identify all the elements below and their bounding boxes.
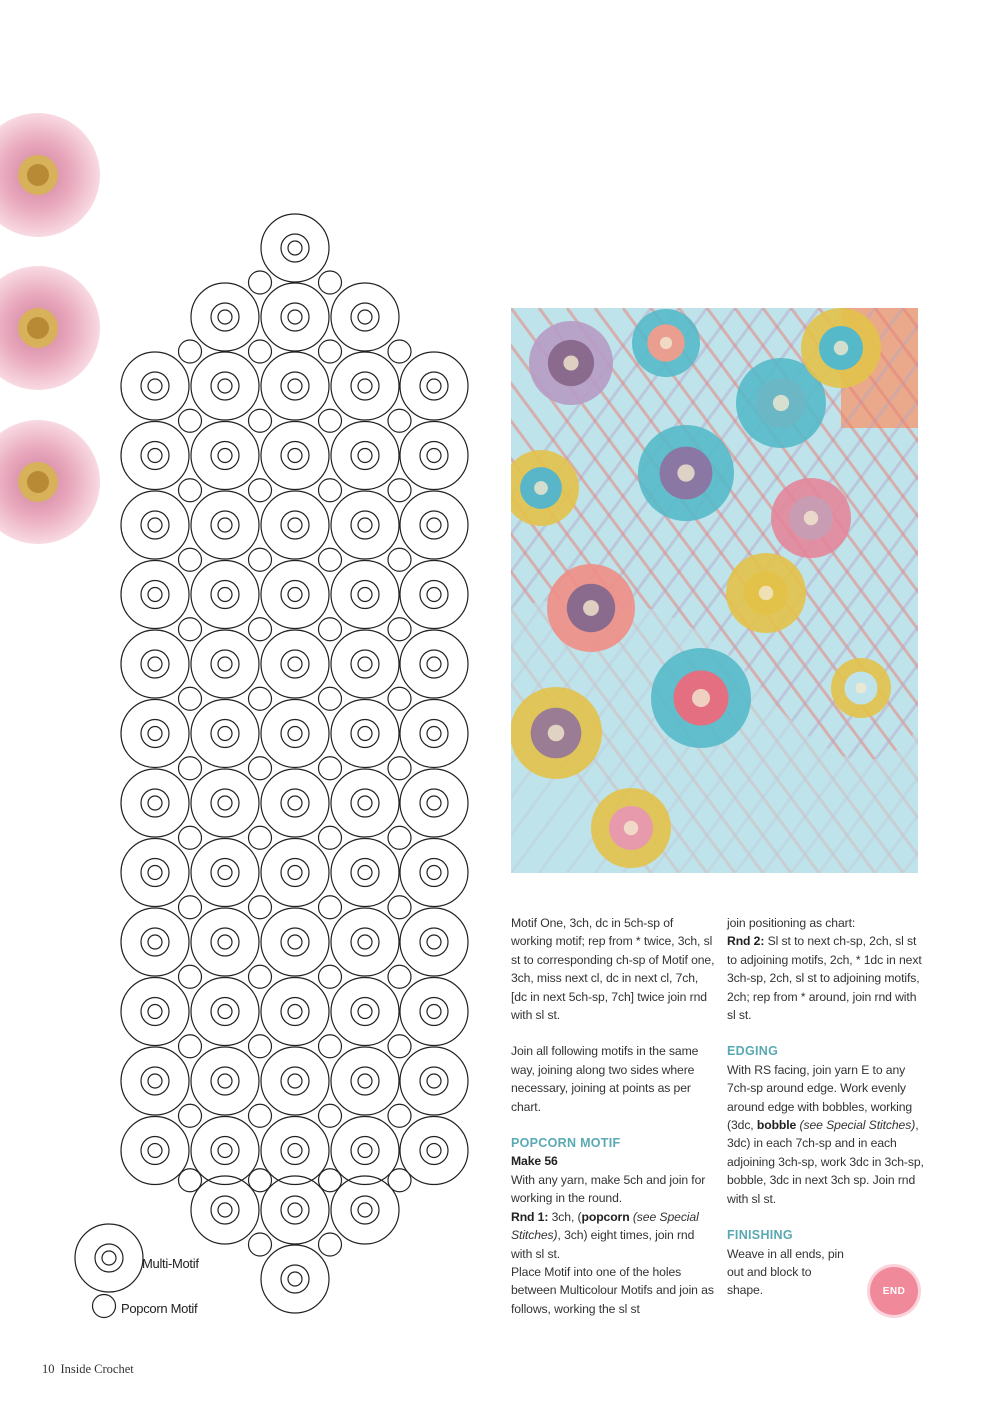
popcorn-motif xyxy=(319,271,342,294)
multi-motif xyxy=(331,283,399,351)
multi-motif xyxy=(331,422,399,490)
popcorn-motif xyxy=(319,618,342,641)
multi-motif xyxy=(331,978,399,1046)
multi-motif xyxy=(121,769,189,837)
popcorn-motif xyxy=(179,409,202,432)
multi-motif xyxy=(400,769,468,837)
multi-motif xyxy=(261,1047,329,1115)
multi-motif xyxy=(261,1245,329,1313)
multi-motif xyxy=(261,630,329,698)
photo-crochet-flower-middle xyxy=(660,337,672,349)
popcorn-motif xyxy=(319,479,342,502)
popcorn-motif xyxy=(249,896,272,919)
popcorn-motif xyxy=(179,1169,202,1192)
multi-motif xyxy=(261,978,329,1046)
photo-crochet-flower-middle xyxy=(692,689,710,707)
multi-motif xyxy=(400,630,468,698)
place-motif-paragraph: Place Motif into one of the holes between Multicolour Motifs and join as follows, working the sl st xyxy=(511,1264,714,1316)
multi-motif xyxy=(191,1117,259,1185)
popcorn-motif xyxy=(319,409,342,432)
legend-popcorn-motif-symbol xyxy=(93,1295,116,1318)
end-badge: END xyxy=(870,1267,918,1315)
magazine-title: Inside Crochet xyxy=(60,1362,134,1376)
popcorn-motif xyxy=(319,1035,342,1058)
multi-motif xyxy=(400,700,468,768)
multi-motif xyxy=(400,1117,468,1185)
popcorn-motif xyxy=(249,548,272,571)
join-following-paragraph: Join all following motifs in the same way, joining along two sides where necessary, joining at points as per chart. xyxy=(511,1044,699,1114)
multi-motif xyxy=(191,1047,259,1115)
photo-crochet-flower-middle xyxy=(583,600,599,616)
photo-crochet-flower-middle xyxy=(759,586,773,600)
multi-motif xyxy=(191,630,259,698)
popcorn-motif xyxy=(319,965,342,988)
multi-motif xyxy=(400,908,468,976)
photo-crochet-flower-middle xyxy=(548,725,565,742)
popcorn-motif xyxy=(249,1035,272,1058)
multi-motif xyxy=(191,1176,259,1244)
popcorn-motif xyxy=(249,826,272,849)
finishing-heading: FINISHING xyxy=(727,1228,793,1243)
popcorn-motif-heading: POPCORN MOTIF xyxy=(511,1136,621,1151)
popcorn-motif xyxy=(249,965,272,988)
popcorn-motif xyxy=(249,757,272,780)
multi-motif xyxy=(191,422,259,490)
multi-motif xyxy=(331,491,399,559)
edging-paragraph: With RS facing, join yarn E to any 7ch-sp around edge. Work evenly around edge with bobbles, working (3dc, bobble (see Special Stitches), 3dc) in each 7ch-sp and in each adjoining 3ch-sp, work 3dc in 3ch-sp, bobble, 3dc in next 3ch sp. Join rnd with sl st. xyxy=(727,1062,924,1206)
multi-motif xyxy=(331,700,399,768)
photo-crochet-flower-middle xyxy=(804,511,818,525)
popcorn-motif xyxy=(249,1104,272,1127)
multi-motif xyxy=(121,1047,189,1115)
popcorn-motif xyxy=(249,409,272,432)
make-count: Make 56 xyxy=(511,1154,558,1169)
popcorn-motif xyxy=(319,340,342,363)
legend-multi-motif-symbol xyxy=(75,1224,143,1292)
popcorn-motif xyxy=(319,1233,342,1256)
multi-motif xyxy=(400,491,468,559)
instructions-column-2 xyxy=(727,914,927,1300)
popcorn-motif xyxy=(388,757,411,780)
popcorn-motif xyxy=(249,687,272,710)
multi-motif xyxy=(331,769,399,837)
multi-motif xyxy=(331,630,399,698)
popcorn-motif xyxy=(319,687,342,710)
popcorn-motif xyxy=(388,409,411,432)
popcorn-motif xyxy=(179,1035,202,1058)
multi-motif xyxy=(261,422,329,490)
multi-motif xyxy=(261,700,329,768)
multi-motif xyxy=(121,1117,189,1185)
multi-motif xyxy=(331,1047,399,1115)
multi-motif xyxy=(261,491,329,559)
popcorn-motif xyxy=(179,618,202,641)
multi-motif xyxy=(121,422,189,490)
legend-popcorn-label: Popcorn Motif xyxy=(121,1301,198,1316)
multi-motif xyxy=(191,352,259,420)
multi-motif xyxy=(331,908,399,976)
popcorn-motif xyxy=(388,1104,411,1127)
multi-motif xyxy=(121,561,189,629)
popcorn-motif xyxy=(319,757,342,780)
popcorn-motif xyxy=(179,687,202,710)
multi-motif xyxy=(400,978,468,1046)
multi-motif xyxy=(191,839,259,907)
multi-motif xyxy=(261,769,329,837)
legend-multi-label: Multi-Motif xyxy=(142,1256,199,1271)
multi-motif xyxy=(191,978,259,1046)
multi-motif xyxy=(261,1176,329,1244)
popcorn-motif xyxy=(179,548,202,571)
popcorn-motif xyxy=(249,618,272,641)
multi-motif xyxy=(261,561,329,629)
multi-motif xyxy=(400,561,468,629)
multi-motif xyxy=(191,700,259,768)
photo-crochet-flower-middle xyxy=(563,355,578,370)
popcorn-motif xyxy=(388,1035,411,1058)
multi-motif xyxy=(191,561,259,629)
popcorn-motif xyxy=(249,1169,272,1192)
edging-heading: EDGING xyxy=(727,1044,779,1059)
popcorn-motif xyxy=(388,618,411,641)
multi-motif xyxy=(331,1117,399,1185)
popcorn-motif xyxy=(179,479,202,502)
motif-join-paragraph: Motif One, 3ch, dc in 5ch-sp of working motif; rep from * twice, 3ch, sl st to corresponding ch-sp of Motif one, 3ch, miss next cl, dc in next cl, 7ch, [dc in next 5ch-sp, 7ch] twice join rnd with sl st. xyxy=(511,916,715,1023)
popcorn-rnd-2: Rnd 2: Sl st to next ch-sp, 2ch, sl st to adjoining motifs, 2ch, * 1dc in next 3ch-sp, 2ch, sl st to adjoining motifs, 2ch; rep from * around, join rnd with sl st. xyxy=(727,934,922,1023)
multi-motif xyxy=(121,839,189,907)
popcorn-motif xyxy=(319,1169,342,1192)
multi-motif xyxy=(121,700,189,768)
popcorn-intro: With any yarn, make 5ch and join for working in the round. xyxy=(511,1172,706,1206)
multi-motif xyxy=(261,283,329,351)
popcorn-rnd-1: Rnd 1: 3ch, (popcorn (see Special Stitches), 3ch) eight times, join rnd with sl st. xyxy=(511,1209,699,1261)
popcorn-motif xyxy=(179,896,202,919)
multi-motif xyxy=(400,1047,468,1115)
photo-crochet-flower-middle xyxy=(834,341,848,355)
multi-motif xyxy=(191,908,259,976)
popcorn-motif xyxy=(388,965,411,988)
page-footer xyxy=(42,1362,134,1377)
multi-motif xyxy=(400,839,468,907)
photo-crochet-flower-middle xyxy=(677,464,694,481)
instructions-column-1 xyxy=(511,914,716,1318)
multi-motif xyxy=(121,908,189,976)
join-positioning: join positioning as chart: xyxy=(727,916,856,930)
multi-motif xyxy=(400,352,468,420)
photo-crochet-flower-middle xyxy=(773,395,789,411)
multi-motif xyxy=(261,1117,329,1185)
multi-motif xyxy=(261,352,329,420)
multi-motif xyxy=(261,214,329,282)
multi-motif xyxy=(191,491,259,559)
multi-motif xyxy=(121,352,189,420)
multi-motif xyxy=(331,1176,399,1244)
popcorn-motif xyxy=(388,826,411,849)
popcorn-motif xyxy=(179,965,202,988)
popcorn-motif xyxy=(388,896,411,919)
popcorn-motif xyxy=(319,896,342,919)
popcorn-motif xyxy=(388,687,411,710)
photo-crochet-flower-middle xyxy=(624,821,638,835)
popcorn-motif xyxy=(388,479,411,502)
multi-motif xyxy=(400,422,468,490)
multi-motif xyxy=(191,283,259,351)
popcorn-motif xyxy=(388,548,411,571)
multi-motif xyxy=(121,630,189,698)
popcorn-motif xyxy=(249,1233,272,1256)
popcorn-motif xyxy=(388,340,411,363)
popcorn-motif xyxy=(249,479,272,502)
page-number: 10 xyxy=(42,1362,55,1376)
popcorn-motif xyxy=(179,757,202,780)
multi-motif xyxy=(121,491,189,559)
multi-motif xyxy=(261,908,329,976)
popcorn-motif xyxy=(249,271,272,294)
popcorn-motif xyxy=(249,340,272,363)
crochet-photo xyxy=(511,308,918,873)
multi-motif xyxy=(331,561,399,629)
popcorn-motif xyxy=(179,826,202,849)
multi-motif xyxy=(191,769,259,837)
popcorn-motif xyxy=(319,548,342,571)
popcorn-motif xyxy=(179,1104,202,1127)
popcorn-motif xyxy=(319,826,342,849)
finishing-paragraph: Weave in all ends, pin out and block to shape. xyxy=(727,1246,844,1298)
multi-motif xyxy=(331,352,399,420)
multi-motif xyxy=(331,839,399,907)
popcorn-motif xyxy=(319,1104,342,1127)
photo-crochet-flower-middle xyxy=(534,481,548,495)
multi-motif xyxy=(261,839,329,907)
popcorn-motif xyxy=(179,340,202,363)
photo-crochet-flower-middle xyxy=(856,683,867,694)
motif-chart xyxy=(70,205,470,1320)
multi-motif xyxy=(121,978,189,1046)
